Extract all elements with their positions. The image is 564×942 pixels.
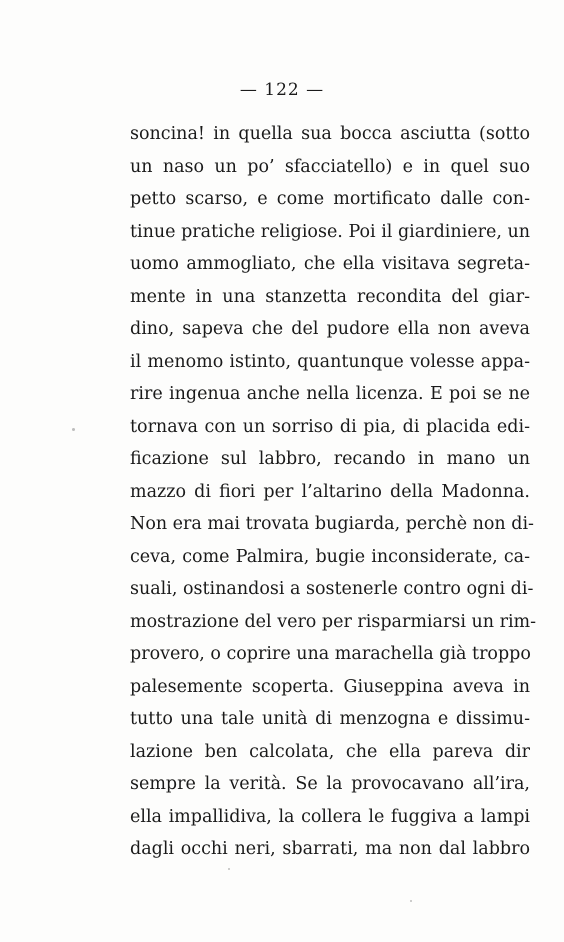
text-line: tutto una tale unità di menzogna e dissimu-: [130, 709, 530, 729]
text-line: tinue pratiche religiose. Poi il giardiniere, un: [130, 221, 530, 242]
text-line: un naso un po’ sfacciatello) e in quel suo: [130, 156, 530, 177]
text-line: ficazione sul labbro, recando in mano un: [130, 449, 530, 469]
body-text: [130, 118, 537, 866]
text-line: Non era mai trovata bugiarda, perchè non di-: [130, 514, 534, 534]
text-line: ella impallidiva, la collera le fuggiva a lampi: [130, 806, 530, 827]
text-line: lazione ben calcolata, che ella pareva dir: [130, 741, 530, 762]
text-line: ceva, come Palmira, bugie inconsiderate, ca-: [130, 546, 530, 567]
text-line: uomo ammogliato, che ella visitava segreta-: [130, 254, 530, 274]
text-line: mente in una stanzetta recondita del giar-: [130, 286, 530, 307]
text-line: mazzo di fiori per l’altarino della Madonna.: [130, 481, 530, 502]
page-number: — 122 —: [239, 80, 325, 100]
text-line: petto scarso, e come mortificato dalle con-: [130, 189, 530, 209]
text-line: suali, ostinandosi a sostenerle contro ogni di-: [130, 579, 534, 599]
text-line: il menomo istinto, quantunque volesse appa-: [130, 351, 530, 372]
text-line: tornava con un sorriso di pia, di placida edi-: [130, 416, 530, 437]
text-line: palesemente scoperta. Giuseppina aveva in: [130, 676, 530, 697]
text-line: provero, o coprire una marachella già troppo: [130, 644, 531, 664]
paper-speck: [410, 900, 412, 902]
text-line: dino, sapeva che del pudore ella non aveva: [130, 319, 530, 339]
paper-speck: [72, 428, 75, 431]
text-line: sempre la verità. Se la provocavano all’ira,: [130, 774, 530, 794]
text-line: dagli occhi neri, sbarrati, ma non dal labbro: [130, 839, 530, 859]
paper-speck: [228, 868, 230, 870]
text-line: soncina! in quella sua bocca asciutta (sotto: [130, 124, 530, 144]
text-line: mostrazione del vero per risparmiarsi un rim-: [130, 611, 537, 632]
text-line: rire ingenua anche nella licenza. E poi se ne: [130, 384, 530, 404]
